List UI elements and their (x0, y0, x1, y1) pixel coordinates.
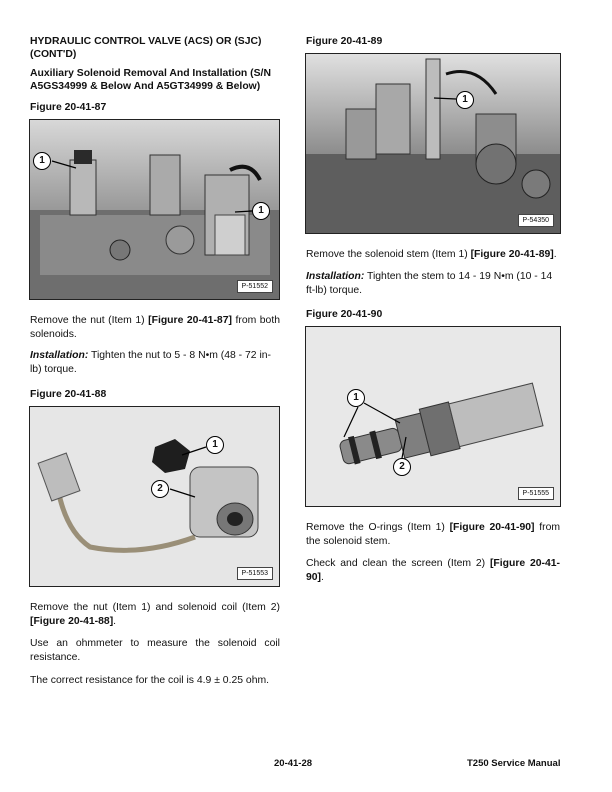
figure-87-callout-1: 1 (33, 152, 51, 170)
paragraph-installation-nut: Installation: Tighten the nut to 5 - 8 N•m (48 - 72 in-lb) torque. (30, 350, 271, 375)
figure-87-photo (29, 119, 280, 300)
manual-title: T250 Service Manual (467, 758, 561, 769)
figure-90-code: P-51555 (518, 487, 554, 500)
figure-87-callout-1b: 1 (252, 202, 270, 220)
figure-90-callout-2: 2 (393, 458, 411, 476)
section-heading: HYDRAULIC CONTROL VALVE (ACS) OR (SJC) (CONT'D) (30, 36, 262, 60)
paragraph-clean-screen: Check and clean the screen (Item 2) [Figure 20-41-90]. (306, 558, 561, 583)
figure-87-leader-lines (30, 120, 279, 299)
figure-87-code: P-51552 (237, 280, 273, 293)
paragraph-ohmmeter: Use an ohmmeter to measure the solenoid coil resistance. (30, 638, 280, 663)
paragraph-installation-stem: Installation: Tighten the stem to 14 - 19 N•m (10 - 14 ft-lb) torque. (306, 271, 553, 296)
subsection-heading: Auxiliary Solenoid Removal And Installation (S/N A5GS34999 & Below And A5GT34999 & Below) (30, 68, 271, 92)
figure-88-caption: Figure 20-41-88 (30, 389, 107, 400)
figure-90-caption: Figure 20-41-90 (306, 309, 383, 320)
figure-88-photo (29, 406, 280, 587)
figure-90-callout-1: 1 (347, 389, 365, 407)
page-number: 20-41-28 (274, 758, 313, 769)
paragraph-remove-coil: Remove the nut (Item 1) and solenoid coil (Item 2) [Figure 20-41-88]. (30, 602, 280, 627)
figure-89-callout-1: 1 (456, 91, 474, 109)
figure-89-caption: Figure 20-41-89 (306, 36, 383, 47)
figure-89-photo (305, 53, 561, 234)
paragraph-remove-nut: Remove the nut (Item 1) [Figure 20-41-87] from both solenoids. (30, 315, 281, 340)
figure-88-code: P-51553 (237, 567, 273, 580)
figure-88-callout-2: 2 (151, 480, 169, 498)
figure-89-code: P-54350 (518, 214, 554, 227)
figure-90-leader-lines (306, 327, 560, 506)
figure-89-leader-lines (306, 54, 560, 233)
paragraph-resistance: The correct resistance for the coil is 4.9 ± 0.25 ohm. (30, 675, 270, 686)
figure-90-photo (305, 326, 561, 507)
figure-87-caption: Figure 20-41-87 (30, 102, 107, 113)
paragraph-remove-orings: Remove the O-rings (Item 1) [Figure 20-41-90] from the solenoid stem. (306, 522, 561, 547)
figure-88-leader-lines (30, 407, 279, 586)
figure-88-callout-1: 1 (206, 436, 224, 454)
paragraph-remove-stem: Remove the solenoid stem (Item 1) [Figure 20-41-89]. (306, 249, 557, 260)
